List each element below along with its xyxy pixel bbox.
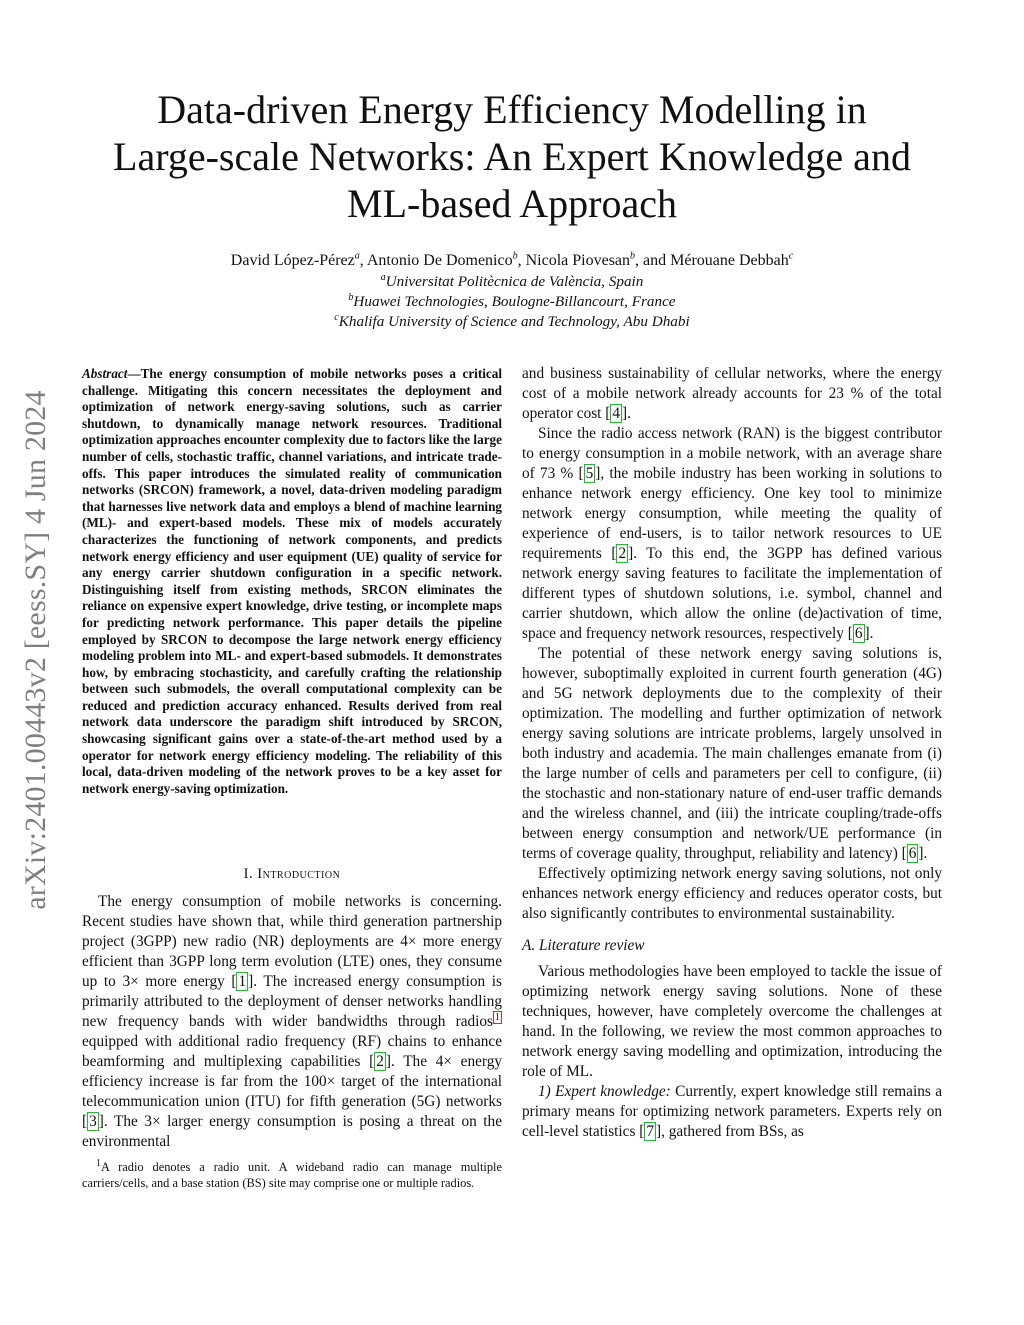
author-name: , Nicola Piovesan — [517, 252, 631, 269]
section-title: Introduction — [257, 866, 341, 882]
author-list — [90, 251, 934, 271]
citation-link[interactable]: 2 — [618, 545, 627, 562]
intro-text: ]. The 4× energy efficiency increase is far from the 100× target of the international telecommunication union (ITU) for fifth generation (5G) networks [ — [82, 1053, 503, 1130]
affiliation-text: Universitat Politècnica de València, Spain — [385, 273, 644, 290]
paragraph-text: ]. — [918, 845, 928, 862]
title-line-2: Large-scale Networks: An Expert Knowledge and — [113, 134, 911, 179]
author-affil-mark: b — [630, 250, 636, 262]
section-number: I. — [243, 866, 254, 882]
paragraph: Effectively optimizing network energy saving solutions, not only enhances network energy efficiency and reduces operator costs, but also significantly contributes to environmental sustainability. — [522, 865, 942, 922]
affiliation-a — [90, 272, 934, 292]
paragraph-label: 1) Expert knowledge: — [538, 1083, 671, 1100]
abstract-body: —The energy consumption of mobile networks poses a critical challenge. Mitigating this concern necessitates the deployment and optimization of network energy-saving solutions, such as carrier shutdown, to dynamically manage network resources. Traditional optimization approaches encounter complexity due to factors like the large number of cells, stochastic traffic, channel variations, and intricate trade-offs. This paper introduces the simulated reality of communication networks (SRCON) framework, a novel, data-driven modeling paradigm that harnesses live network data and employs a blend of machine learning (ML)- and expert-based models. These mix of models accurately characterizes the functioning of network components, and predicts network energy efficiency and user equipment (UE) quality of service for any energy carrier shutdown configuration in a specific network. Distinguishing itself from existing methods, SRCON eliminates the reliance on expensive expert knowledge, drive testing, or incomplete maps for predicting network performance. This paper details the pipeline employed by SRCON to decompose the large network energy efficiency modeling problem into ML- and expert-based submodels. It demonstrates how, by embracing stochasticity, and carefully crafting the relationship between such submodels, the overall computational complexity can be reduced and prediction accuracy enhanced. Results derived from real network data underscore the paradigm shift introduced by SRCON, showcasing significant gains over a state-of-the-art method used by a operator for network energy efficiency modeling. The reliability of this local, data-driven modeling of the network proves to be a key asset for network energy-saving optimization. — [82, 366, 502, 796]
affiliation-text: Khalifa University of Science and Technology, Abu Dhabi — [338, 313, 690, 330]
author-affil-mark: a — [354, 250, 360, 262]
citation-link[interactable]: 7 — [646, 1123, 654, 1140]
title-line-1: Data-driven Energy Efficiency Modelling in — [157, 87, 867, 132]
affiliation-b — [90, 292, 934, 312]
citation-link[interactable]: 3 — [89, 1113, 97, 1130]
paragraph — [522, 1082, 942, 1142]
affiliation-mark: c — [334, 311, 339, 323]
paper-title — [90, 86, 934, 227]
paragraph-text: ], the mobile industry has been working in solutions to enhance network energy efficiency. One key tool to minimize network energy consumption, while meeting the quality of experience of end-users, is to tailor network resources to UE requirements [ — [522, 465, 942, 562]
author-affil-mark: b — [512, 250, 518, 262]
affiliation-mark: b — [348, 291, 354, 303]
paragraph: Various methodologies have been employed to tackle the issue of optimizing network energy saving solutions. None of these techniques, however, have completely overcome the challenges at hand. In the following, we review the most common approaches to network energy saving modelling and optimization, introducing the role of ML. — [522, 963, 942, 1080]
footnote — [82, 1157, 502, 1191]
citation-link[interactable]: 2 — [376, 1053, 384, 1070]
intro-text: The energy consumption of mobile networks is concerning. Recent studies have shown that, while third generation partnership project (3GPP) new radio (NR) deployments are 4× more energy efficient than 3GPP long term evolution (LTE) ones, they consume up to 3× more energy [ — [82, 893, 502, 990]
citation-link[interactable]: 6 — [854, 625, 863, 642]
paragraph-text: ]. To this end, the 3GPP has defined various network energy saving features to facilitate the implementation of different types of shutdown solutions, i.e. symbol, channel and carrier shutdown, which allow the online (de)activation of time, space and frequency network resources, respectively [ — [522, 545, 942, 642]
intro-text: ]. The increased energy consumption is primarily attributed to the deployment of denser networks handling new frequency bands with wider bandwidths through radios — [82, 973, 502, 1030]
paragraph-text: ]. — [622, 405, 631, 422]
paragraph-text: and business sustainability of cellular networks, where the energy cost of a mobile network already accounts for 23 % of the total operator cost [ — [522, 365, 942, 422]
author-name: , and Mérouane Debbah — [635, 252, 789, 269]
paragraph — [522, 424, 942, 644]
arxiv-identifier: arXiv:2401.00443v2 [eess.SY] 4 Jun 2024 — [19, 390, 52, 910]
author-affil-mark: c — [788, 250, 794, 262]
abstract-label: Abstract — [82, 366, 128, 381]
paragraph-text: Currently, expert knowledge still remains a primary means for optimizing network parameters. Experts rely on cell-level statistics [ — [522, 1083, 942, 1140]
author-name: David López-Pérez — [230, 252, 355, 269]
citation-link[interactable]: 1 — [238, 973, 247, 990]
intro-text: ]. The 3× larger energy consumption is posing a threat on the environmental — [82, 1113, 502, 1150]
paragraph — [522, 644, 942, 864]
citation-link[interactable]: 5 — [585, 465, 594, 482]
footnote-mark: 1 — [96, 1157, 101, 1169]
paragraph-text: ]. — [864, 625, 874, 642]
paragraph-text: The potential of these network energy saving solutions is, however, suboptimally exploited in current fourth generation (4G) and 5G network deployments due to the complexity of their optimization. The modelling and further optimization of network energy saving solutions are intricate problems, largely unsolved in both industry and academia. The main challenges emanate from (i) the large number of cells and parameters per cell to configure, (ii) the stochastic and non-stationary nature of end-user traffic demands and the wireless channel, and (iii) the intricate coupling/trade-offs between energy consumption and network/UE performance (in terms of coverage quality, throughput, reliability and latency) [ — [522, 645, 942, 862]
affiliation-text: Huawei Technologies, Boulogne-Billancourt, France — [353, 293, 676, 310]
citation-link[interactable]: 4 — [612, 405, 621, 422]
footnote-text: A radio denotes a radio unit. A wideband radio can manage multiple carriers/cells, and a base station (BS) site may comprise one or multiple radios. — [82, 1160, 502, 1190]
intro-text: equipped with additional radio frequency (RF) chains to enhance beamforming and multiplexing capabilities [ — [82, 1033, 502, 1070]
footnote-link[interactable]: 1 — [495, 1011, 500, 1023]
affiliation-mark: a — [380, 271, 386, 283]
affiliation-c — [90, 312, 934, 332]
paragraph — [522, 364, 942, 424]
intro-paragraph-1 — [82, 892, 502, 1152]
abstract — [82, 366, 502, 797]
citation-link[interactable]: 6 — [908, 845, 917, 862]
section-heading-introduction — [82, 866, 502, 883]
arxiv-stamp — [12, 355, 60, 945]
author-name: , Antonio De Domenico — [359, 252, 513, 269]
title-line-3: ML-based Approach — [347, 181, 677, 226]
subsection-heading-literature-review: A. Literature review — [522, 937, 645, 954]
paragraph-text: Since the radio access network (RAN) is the biggest contributor to energy consumption in a mobile network, with an average share of 73 % [ — [522, 425, 942, 482]
right-column — [522, 364, 942, 1142]
paragraph-text: ], gathered from BSs, as — [656, 1123, 804, 1140]
